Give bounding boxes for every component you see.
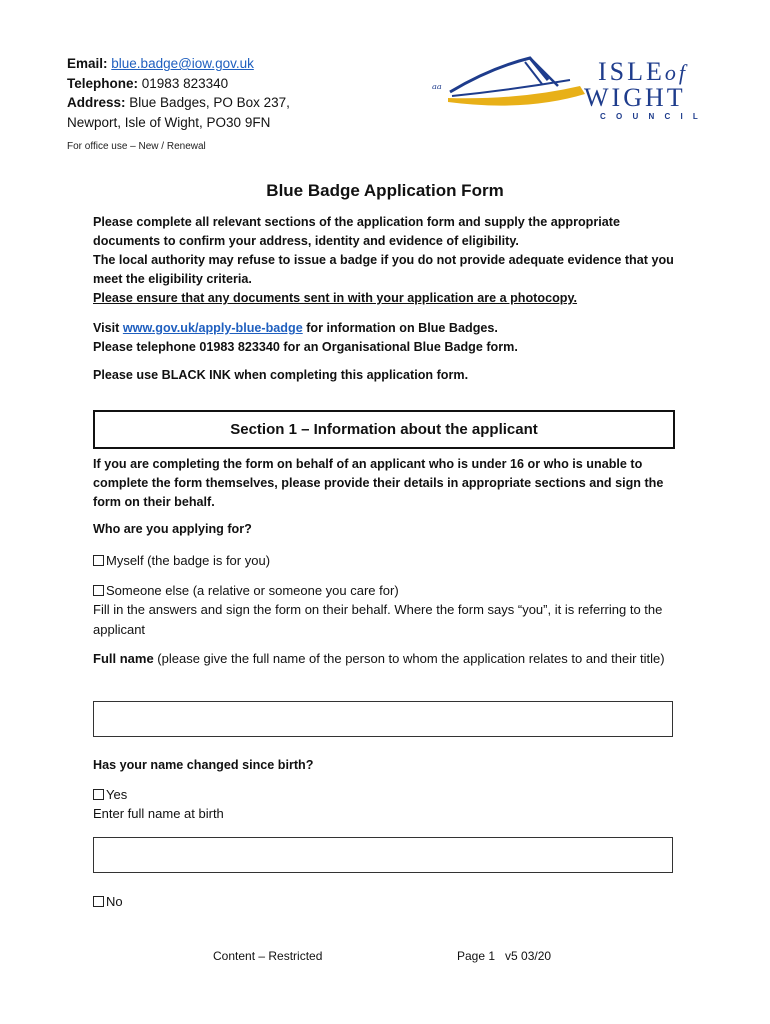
gov-uk-link[interactable]: www.gov.uk/apply-blue-badge xyxy=(122,321,303,335)
birth-name-label: Enter full name at birth xyxy=(93,806,224,821)
full-name-hint: (please give the full name of the person to whom the application relates to and their title) xyxy=(153,651,665,666)
email-label: Email: xyxy=(67,56,108,71)
intro-line-2: The local authority may refuse to issue a badge if you do not provide adequate evidence that you meet the eligibility criteria. xyxy=(93,253,674,286)
logo-council: C O U N C I L xyxy=(600,112,702,121)
section-1-header: Section 1 – Information about the applicant xyxy=(93,410,675,449)
option-myself[interactable] xyxy=(93,551,693,571)
intro-text xyxy=(93,213,683,308)
intro-line-1: Please complete all relevant sections of the application form and supply the appropriate documents to confirm your address, identity and evidence of eligibility. xyxy=(93,215,620,248)
telephone-value: 01983 823340 xyxy=(141,75,229,91)
footer-classification: Content – Restricted xyxy=(213,949,323,963)
address-line xyxy=(67,93,290,113)
footer-page: Page 1 v5 03/20 xyxy=(457,949,552,963)
isle-of-wight-council-logo xyxy=(430,50,720,125)
page-title: Blue Badge Application Form xyxy=(266,181,504,200)
email-link[interactable]: blue.badge@iow.gov.uk xyxy=(111,56,254,71)
telephone-note: Please telephone 01983 823340 for an Organisational Blue Badge form. xyxy=(93,340,518,354)
logo-birds: ᵃᵃ xyxy=(432,82,442,97)
option-yes[interactable] xyxy=(93,785,693,805)
full-name-field[interactable] xyxy=(93,701,673,737)
someone-else-checkbox[interactable] xyxy=(93,585,104,596)
visit-prefix: Visit xyxy=(93,321,123,335)
svg-text:ISLEof xyxy=(598,57,688,86)
visit-line xyxy=(93,319,693,338)
address-label: Address: xyxy=(67,95,126,110)
someone-else-label: Someone else (a relative or someone you care for) xyxy=(106,583,399,598)
address-value-1: Blue Badges, PO Box 237, xyxy=(129,95,290,110)
visit-text xyxy=(93,319,693,357)
option-someone-else[interactable] xyxy=(93,581,693,601)
logo-of: of xyxy=(664,60,689,85)
ink-note: Please use BLACK INK when completing this application form. xyxy=(93,368,469,382)
behalf-note: If you are completing the form on behalf of an applicant who is under 16 or who is unable to complete the form themselves, please provide their details in appropriate sections and sign the form on their behalf. xyxy=(93,457,664,509)
who-question: Who are you applying for? xyxy=(93,522,252,536)
no-checkbox[interactable] xyxy=(93,896,104,907)
intro-line-3: Please ensure that any documents sent in with your application are a photocopy. xyxy=(93,291,578,305)
no-label: No xyxy=(106,894,123,909)
someone-else-note: Fill in the answers and sign the form on their behalf. Where the form says “you”, it is referring to the applicant xyxy=(93,602,663,637)
myself-checkbox[interactable] xyxy=(93,555,104,566)
office-use-note: For office use – New / Renewal xyxy=(67,141,206,152)
contact-block xyxy=(67,54,290,132)
full-name-label: Full name xyxy=(93,651,154,666)
birth-name-field[interactable] xyxy=(93,837,673,873)
full-name-label-block xyxy=(93,649,683,669)
yes-checkbox[interactable] xyxy=(93,789,104,800)
telephone-label: Telephone: xyxy=(67,75,139,91)
logo-wight: WIGHT xyxy=(584,83,686,112)
logo-isle: ISLE xyxy=(598,57,665,86)
telephone-line xyxy=(67,74,290,94)
myself-label: Myself (the badge is for you) xyxy=(106,553,271,568)
option-no[interactable] xyxy=(93,892,693,912)
address-value-2: Newport, Isle of Wight, PO30 9FN xyxy=(67,114,271,130)
email-line xyxy=(67,54,290,74)
visit-suffix: for information on Blue Badges. xyxy=(302,321,498,335)
yes-label: Yes xyxy=(106,787,128,802)
name-changed-question: Has your name changed since birth? xyxy=(93,758,314,772)
